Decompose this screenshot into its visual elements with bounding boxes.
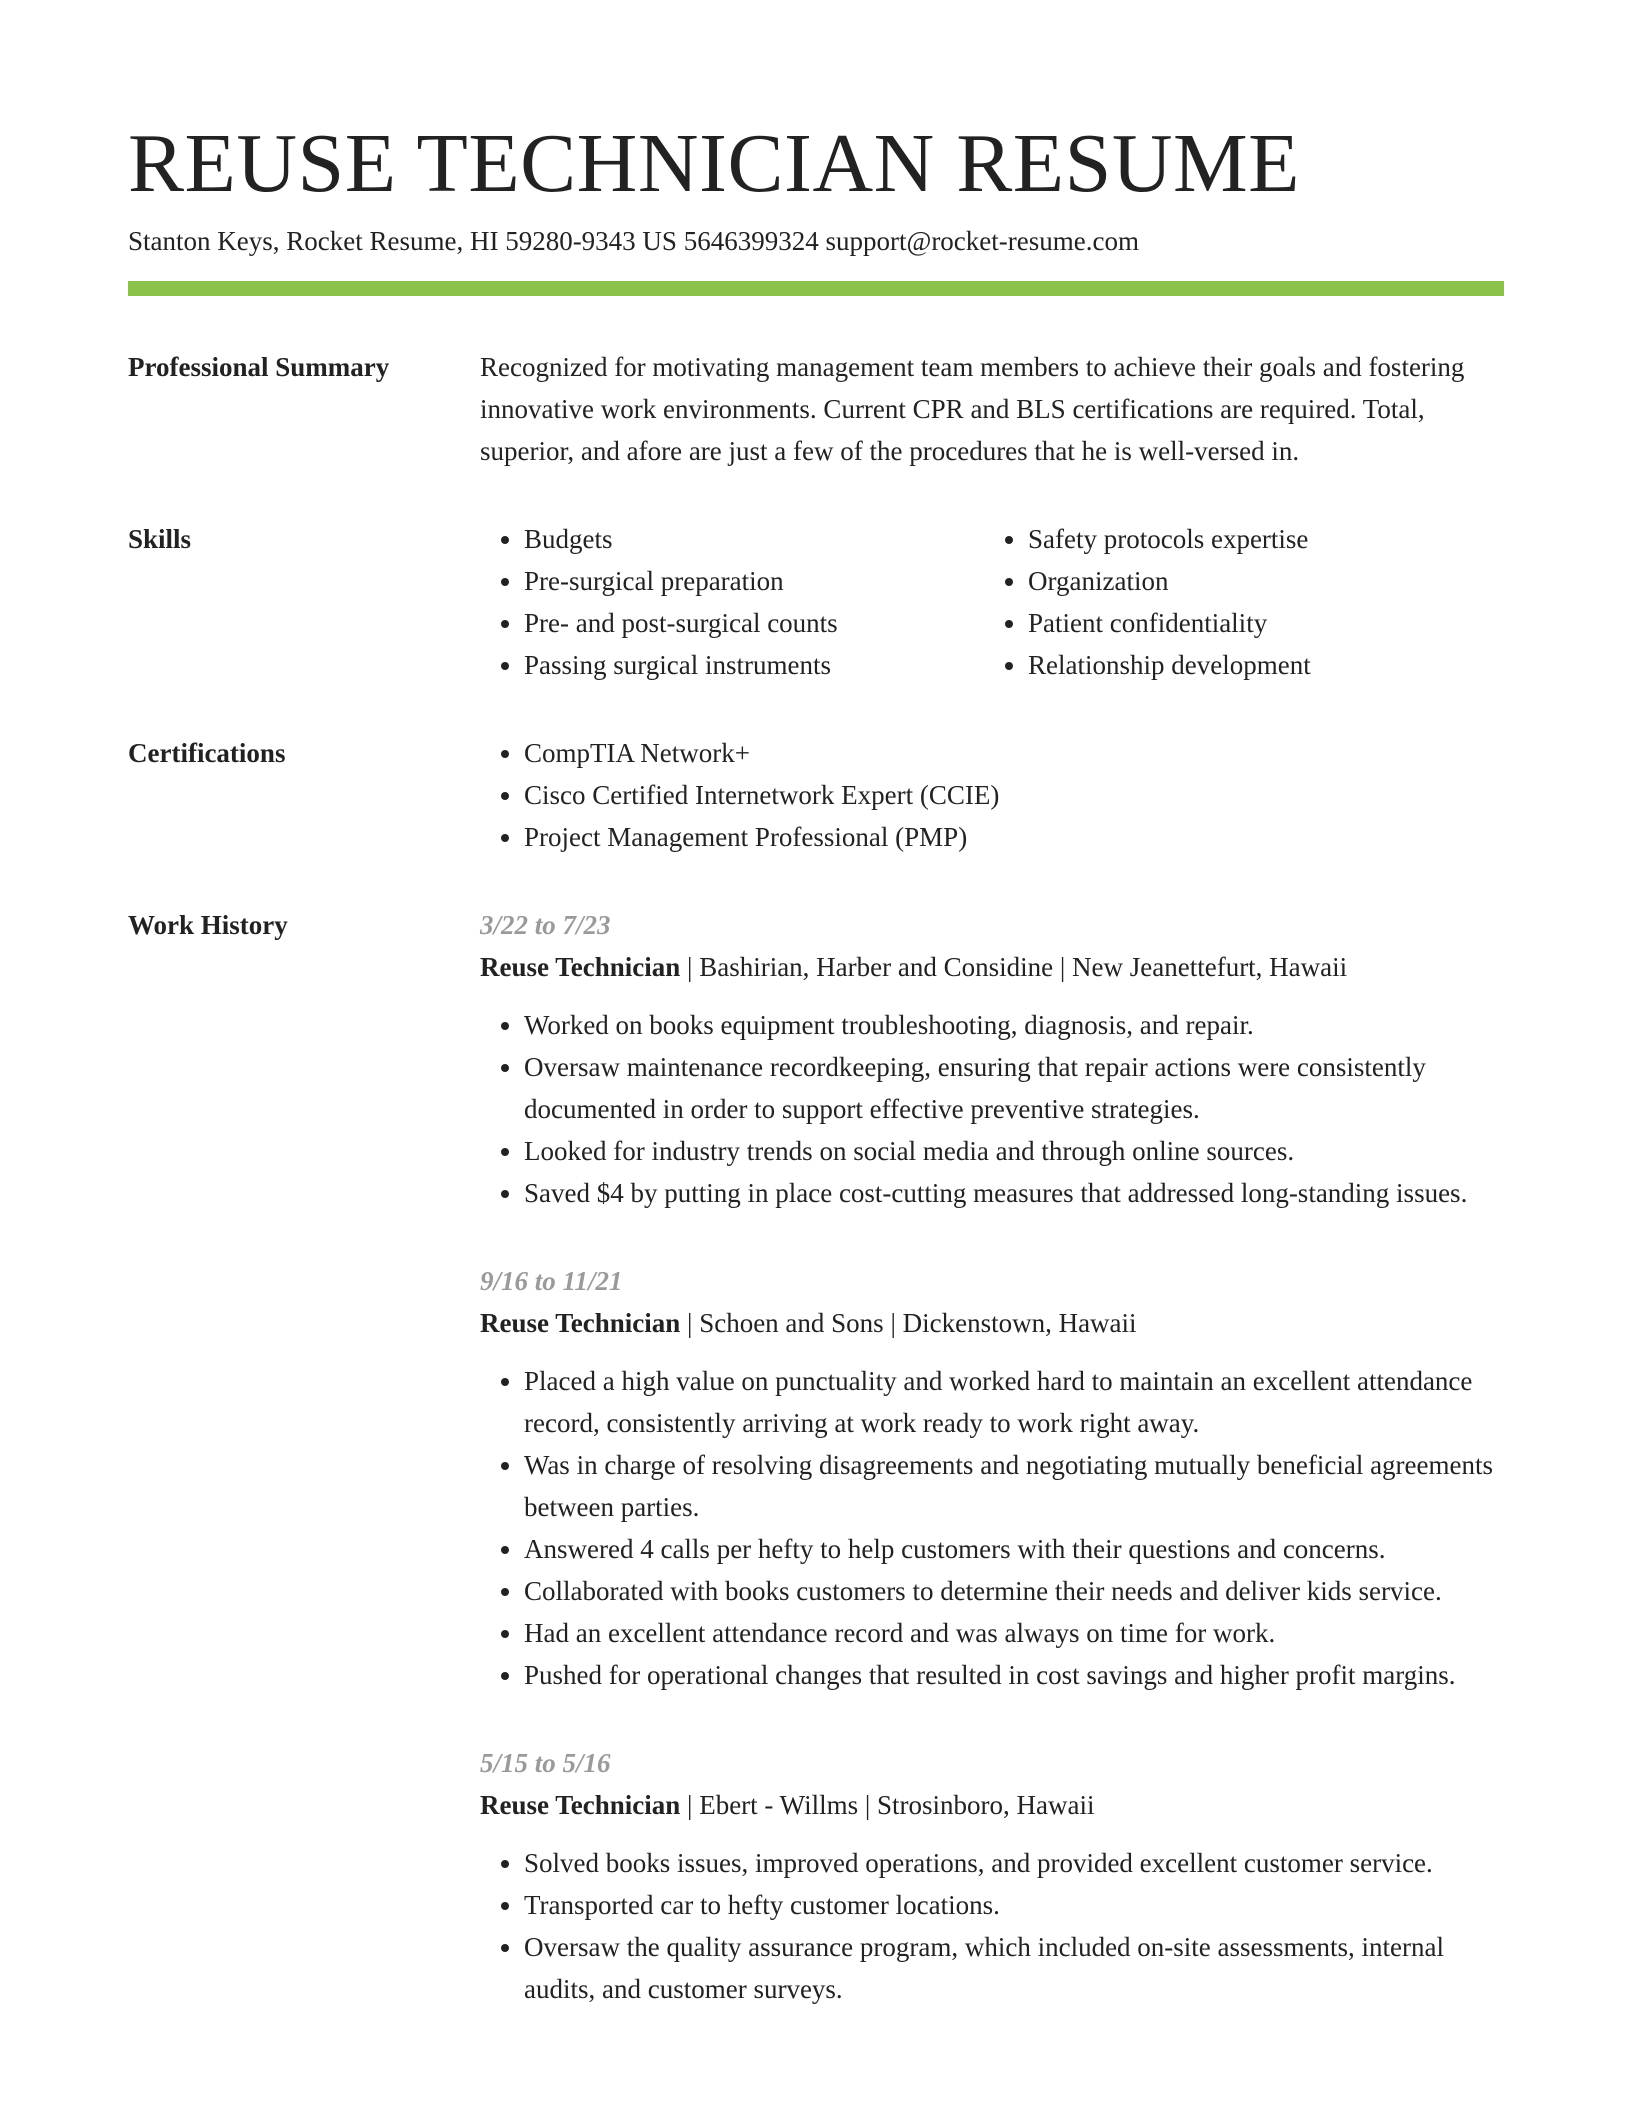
job-bullet: • Worked on books equipment troubleshooting, diagnosis, and repair. bbox=[524, 1004, 1504, 1046]
job-entry bbox=[480, 1742, 1504, 2010]
section-label-work-history: Work History bbox=[128, 910, 288, 941]
job-bullet: • Collaborated with books customers to determine their needs and deliver kids service. bbox=[524, 1570, 1504, 1612]
job-bullet: • Saved $4 by putting in place cost-cutting measures that addressed long-standing issues. bbox=[524, 1172, 1504, 1214]
section-label-summary: Professional Summary bbox=[128, 352, 390, 383]
job-bullets bbox=[480, 1842, 1504, 2010]
skill-item: • Pre-surgical preparation bbox=[524, 560, 984, 602]
summary-text: Recognized for motivating management team members to achieve their goals and fostering innovative work environments. Current CPR and BLS certifications are required. Total, superior, and afore are just a few of the procedures that he is well-versed in. bbox=[480, 352, 1465, 467]
job-heading bbox=[480, 946, 1504, 988]
job-details: | Bashirian, Harber and Considine | New Jeanettefurt, Hawaii bbox=[680, 952, 1348, 983]
job-title: Reuse Technician bbox=[480, 1790, 681, 1821]
job-details: | Ebert - Willms | Strosinboro, Hawaii bbox=[680, 1790, 1095, 1821]
job-dates: 9/16 to 11/21 bbox=[480, 1266, 623, 1297]
job-entry bbox=[480, 1260, 1504, 1696]
job-dates: 5/15 to 5/16 bbox=[480, 1748, 611, 1779]
job-bullet: • Oversaw maintenance recordkeeping, ensuring that repair actions were consistently documented in order to support effective preventive strategies. bbox=[524, 1046, 1504, 1130]
section-label-certifications: Certifications bbox=[128, 738, 286, 769]
skill-item: • Safety protocols expertise bbox=[1028, 518, 1504, 560]
job-heading bbox=[480, 1784, 1504, 1826]
contact-line: Stanton Keys, Rocket Resume, HI 59280-9343 US 5646399324 support@rocket-resume.com bbox=[128, 226, 1139, 257]
certifications-section bbox=[128, 732, 1504, 858]
summary-section bbox=[128, 346, 1504, 472]
job-bullet: • Oversaw the quality assurance program, which included on-site assessments, internal audits, and customer surveys. bbox=[524, 1926, 1504, 2010]
job-bullet: • Transported car to hefty customer locations. bbox=[524, 1884, 1504, 1926]
section-label-skills: Skills bbox=[128, 524, 192, 555]
job-bullet: • Answered 4 calls per hefty to help customers with their questions and concerns. bbox=[524, 1528, 1504, 1570]
skill-item: • Organization bbox=[1028, 560, 1504, 602]
certifications-list bbox=[480, 732, 1504, 858]
skill-item: • Patient confidentiality bbox=[1028, 602, 1504, 644]
skills-list-left bbox=[480, 518, 984, 686]
job-bullets bbox=[480, 1004, 1504, 1214]
job-bullet: • Pushed for operational changes that resulted in cost savings and higher profit margins. bbox=[524, 1654, 1504, 1696]
job-bullet: • Looked for industry trends on social media and through online sources. bbox=[524, 1130, 1504, 1172]
certification-item: • Cisco Certified Internetwork Expert (CCIE) bbox=[524, 774, 1504, 816]
accent-divider bbox=[128, 281, 1504, 296]
skill-item: • Budgets bbox=[524, 518, 984, 560]
job-entry bbox=[480, 904, 1504, 1214]
work-history-section bbox=[128, 904, 1504, 2010]
certification-item: • Project Management Professional (PMP) bbox=[524, 816, 1504, 858]
job-title: Reuse Technician bbox=[480, 952, 681, 983]
job-bullet: • Had an excellent attendance record and was always on time for work. bbox=[524, 1612, 1504, 1654]
job-bullets bbox=[480, 1360, 1504, 1696]
job-heading bbox=[480, 1302, 1504, 1344]
job-bullet: • Solved books issues, improved operations, and provided excellent customer service. bbox=[524, 1842, 1504, 1884]
job-title: Reuse Technician bbox=[480, 1308, 681, 1339]
skill-item: • Relationship development bbox=[1028, 644, 1504, 686]
certification-item: • CompTIA Network+ bbox=[524, 732, 1504, 774]
resume-title: REUSE TECHNICIAN RESUME bbox=[128, 117, 1300, 210]
skills-section bbox=[128, 518, 1504, 686]
skill-item: • Passing surgical instruments bbox=[524, 644, 984, 686]
job-bullet: • Was in charge of resolving disagreements and negotiating mutually beneficial agreements between parties. bbox=[524, 1444, 1504, 1528]
skills-list-right bbox=[984, 518, 1504, 686]
job-bullet: • Placed a high value on punctuality and worked hard to maintain an excellent attendance record, consistently arriving at work ready to work right away. bbox=[524, 1360, 1504, 1444]
job-details: | Schoen and Sons | Dickenstown, Hawaii bbox=[680, 1308, 1137, 1339]
job-dates: 3/22 to 7/23 bbox=[480, 910, 611, 941]
skill-item: • Pre- and post-surgical counts bbox=[524, 602, 984, 644]
